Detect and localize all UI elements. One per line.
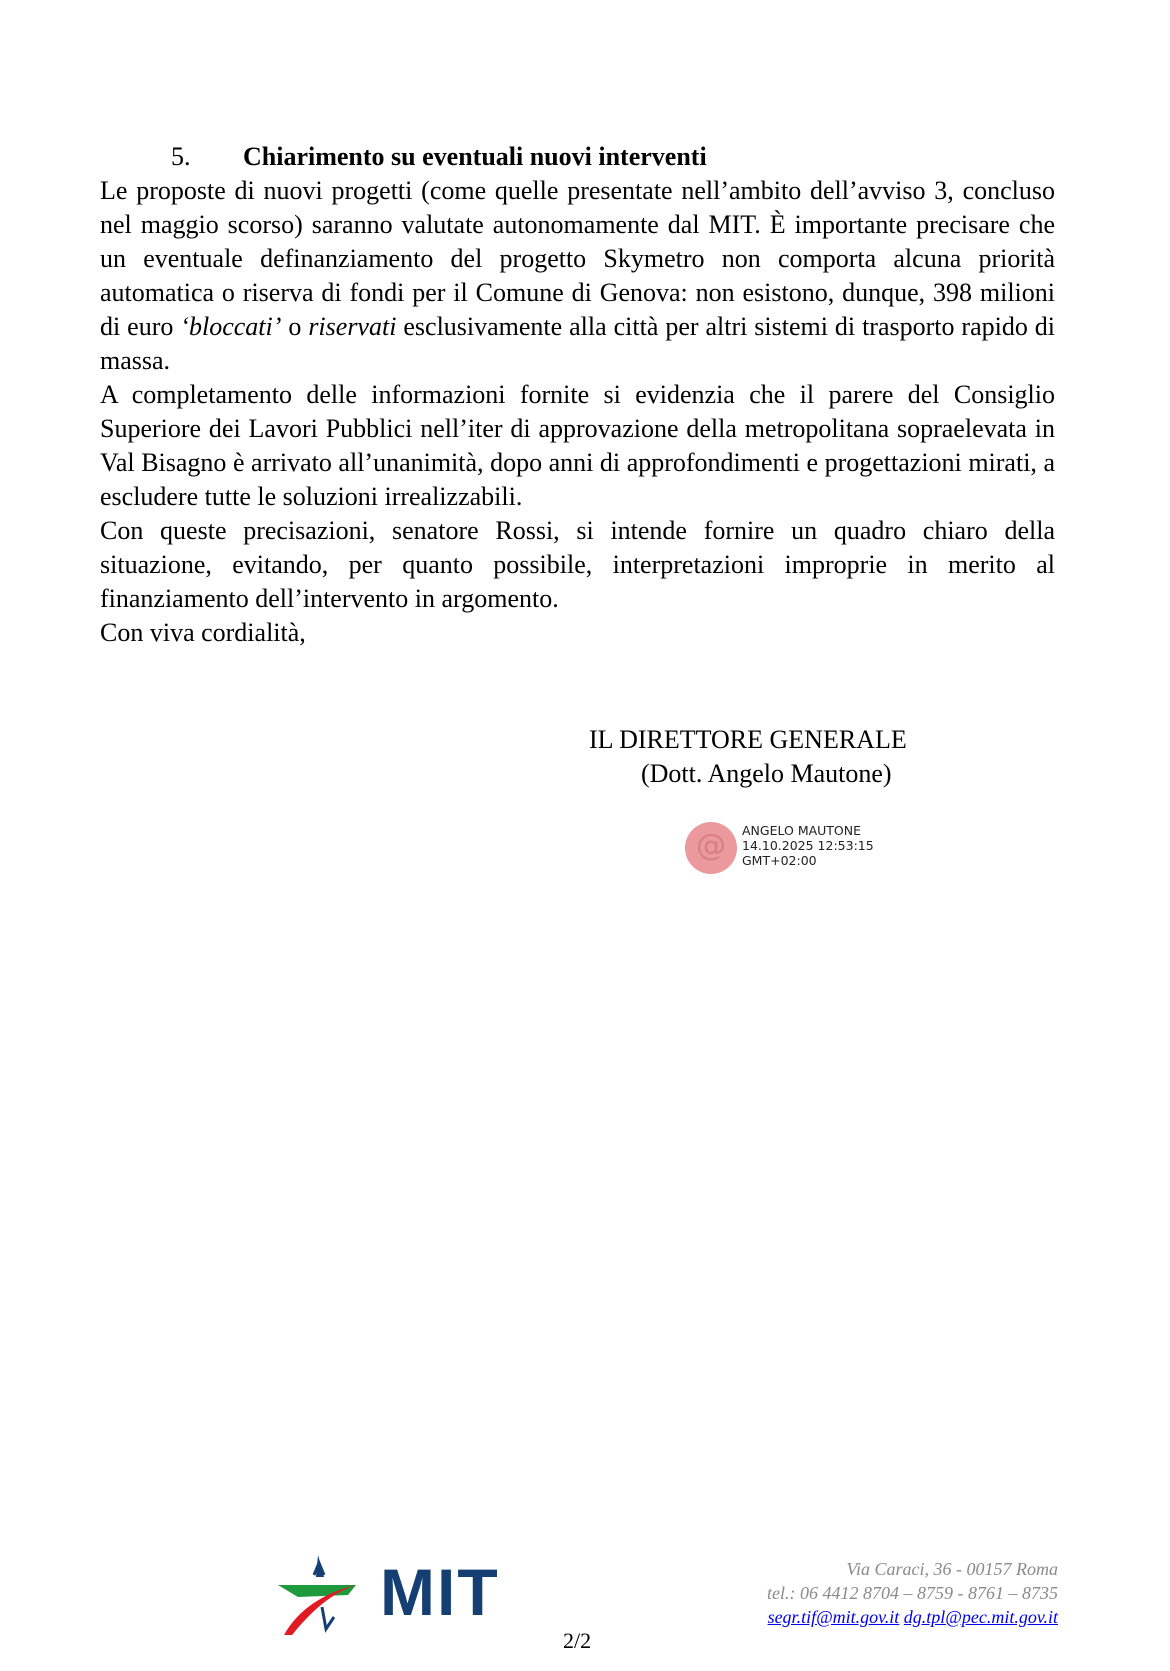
footer-address: Via Caraci, 36 - 00157 Roma xyxy=(846,1559,1058,1579)
paragraph-1 xyxy=(100,174,1055,378)
letter-body xyxy=(100,174,1055,650)
mit-star-logo-icon xyxy=(278,1555,368,1635)
mit-logo-text: MIT xyxy=(380,1555,500,1629)
signature-role: IL DIRETTORE GENERALE xyxy=(589,725,907,754)
paragraph-1-text-b: esclusivamente alla città per altri sistemi di trasporto rapido di massa. xyxy=(100,312,1056,375)
section-heading xyxy=(171,140,707,174)
paragraph-1-italic-bloccati: ‘bloccati’ xyxy=(180,312,282,341)
footer-contact xyxy=(767,1557,1058,1629)
digital-signature-seal-icon: @ xyxy=(685,822,737,874)
closing: Con viva cordialità, xyxy=(100,618,306,647)
stamp-datetime: 14.10.2025 12:53:15 xyxy=(742,838,874,853)
footer-email-link-1[interactable]: segr.tif@mit.gov.it xyxy=(767,1607,900,1627)
page-number: 2/2 xyxy=(563,1628,592,1653)
stamp-timezone: GMT+02:00 xyxy=(742,853,817,868)
paragraph-3: Con queste precisazioni, senatore Rossi, si intende fornire un quadro chiaro della situazione, evitando, per quanto possibile, interpretazioni improprie in merito al finanziamento dell’intervento in argomento. xyxy=(100,516,1055,613)
stamp-name: ANGELO MAUTONE xyxy=(742,823,862,838)
section-title: Chiarimento su eventuali nuovi interventi xyxy=(243,142,707,171)
paragraph-1-italic-riservati: riservati xyxy=(308,312,397,341)
paragraph-2: A completamento delle informazioni fornite si evidenzia che il parere del Consiglio Superiore dei Lavori Pubblici nell’iter di approvazione della metropolitana sopraelevata in Val Bisagno è arrivato all’unanimità, dopo anni di approfondimenti e progettazioni mirati, a escludere tutte le soluzioni irrealizzabili. xyxy=(100,380,1055,511)
footer-email-link-2[interactable]: dg.tpl@pec.mit.gov.it xyxy=(903,1607,1058,1627)
paragraph-1-text-a: Le proposte di nuovi progetti (come quelle presentate nell’ambito dell’avviso 3, concluso nel maggio scorso) saranno valutate autonomamente dal MIT. È importante precisare che un eventuale definanziamento del progetto Skymetro non comporta alcuna priorità automatica o riserva di fondi per il Comune di Genova: non esistono, dunque, 398 milioni di euro xyxy=(100,176,1055,341)
signature-name: (Dott. Angelo Mautone) xyxy=(641,759,892,788)
paragraph-1-text-mid: o xyxy=(281,312,309,341)
digital-signature-stamp xyxy=(742,823,874,868)
footer-phone: tel.: 06 4412 8704 – 8759 - 8761 – 8735 xyxy=(767,1583,1058,1603)
section-number: 5. xyxy=(171,142,191,171)
